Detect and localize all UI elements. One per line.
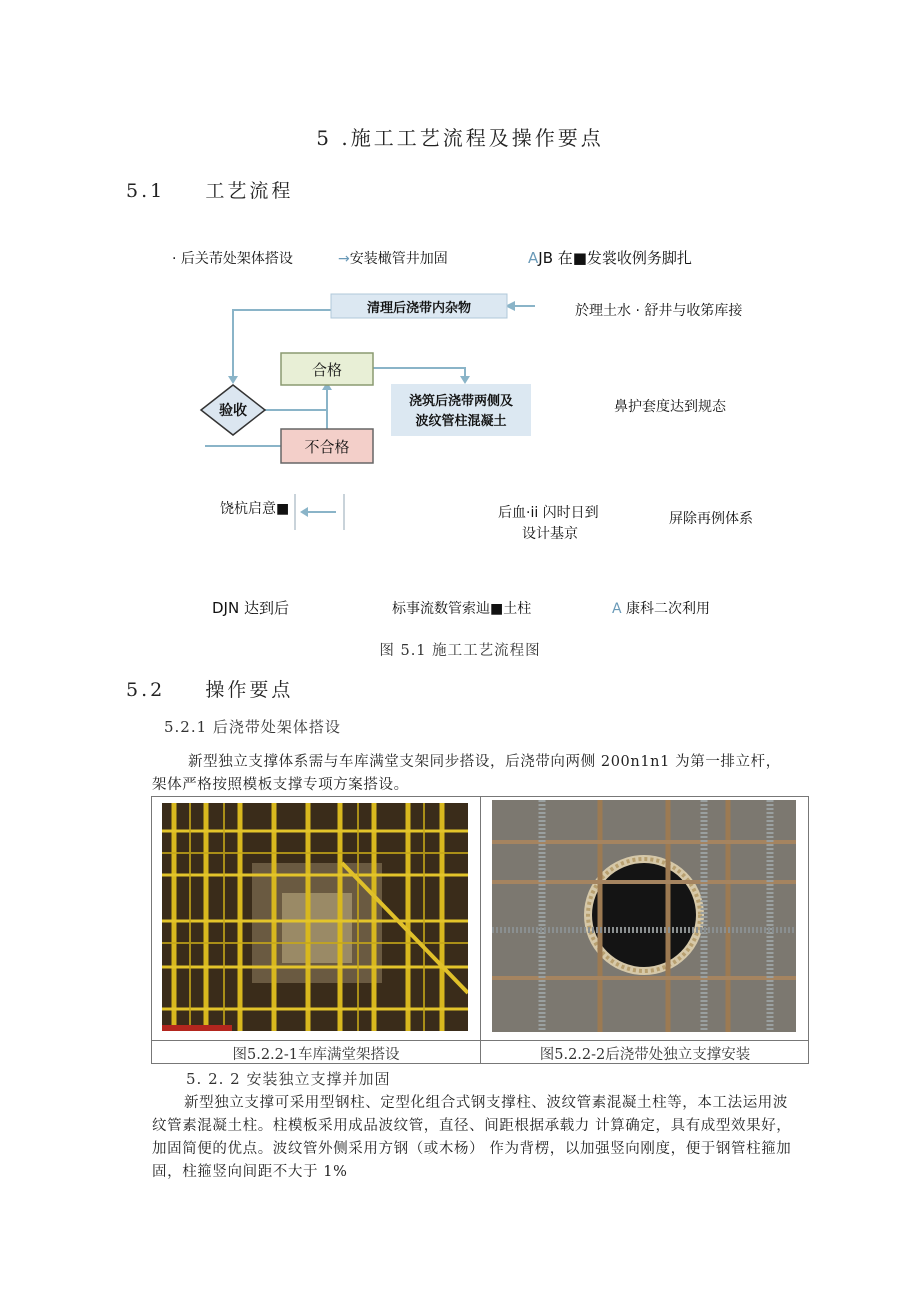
flow-step-djn: DJN 达到后 xyxy=(212,599,289,617)
page-title: 5 .施工工艺流程及操作要点 xyxy=(316,126,604,150)
flow-step-reuse-label: 康科二次利用 xyxy=(626,601,711,617)
flow-step-time-line2: 设计基京 xyxy=(522,526,578,542)
section-5-2-heading xyxy=(126,675,293,702)
flow-back-arrow xyxy=(292,494,348,530)
subsection-5-2-1: 5.2.1 后浇带处架体搭设 xyxy=(164,718,341,736)
section-number: 5.2 xyxy=(126,679,166,701)
flow-step-time-line1: 后血·ii 闪时日到 xyxy=(498,505,599,521)
photo-caption-right: 图5.2.2-2后浇带处独立支撑安装 xyxy=(539,1047,751,1063)
arrowhead xyxy=(460,376,470,384)
flow-step-install-pipe-label: 安装橄管井加固 xyxy=(349,251,448,267)
flow-step-dismantle: 屏除再例体系 xyxy=(669,511,753,527)
flow-marker: A xyxy=(612,601,622,617)
section-label: 工艺流程 xyxy=(205,180,294,202)
flow-marker: A xyxy=(528,249,539,267)
arrowhead xyxy=(228,376,238,384)
arrow-left-icon xyxy=(300,507,308,517)
paragraph-2: 新型独立支撑可采用型钢柱、定型化组合式钢支撑柱、波纹管素混凝土柱等，本工法运用波纹管素混凝土柱。柱模板采用成品波纹管，直径、间距根据承载力 计算确定，具有成型效果好，加固简便的优点。波纹管外侧采用方钢（或木杨） 作为背楞，以加强竖向刚度，便于钢管柱箍加固，柱箍竖向间距不大于 1% xyxy=(152,1095,792,1180)
flow-step-reuse xyxy=(612,598,710,618)
flow-step-frame-setup: · 后关芾处架体搭设 xyxy=(172,251,293,267)
flow-box-clean-label: 清理后浇带内杂物 xyxy=(366,300,471,316)
photo-scaffolding xyxy=(162,803,468,1031)
section-5-1-heading xyxy=(126,176,293,203)
flow-step-time xyxy=(498,503,599,545)
flow-box-ok-label: 合格 xyxy=(311,360,342,379)
flow-box-fail-label: 不合格 xyxy=(304,437,350,456)
section-label: 操作要点 xyxy=(205,679,294,701)
flow-step-install-pipe xyxy=(338,248,448,268)
figure-caption-5-1: 图 5.1 施工工艺流程图 xyxy=(379,643,541,659)
flow-step-column: 标事流数管索辿■土柱 xyxy=(392,601,532,617)
flow-step-connect: 於理土水 · 舒井与收笫库接 xyxy=(575,303,743,319)
flow-step-jb-label: JB 在■发裳收例务脚扎 xyxy=(538,249,692,267)
paragraph-1: 新型独立支撑体系需与车库满堂支架同步搭设，后浇带向两侧 200n1n1 为第一排立杆，架体严格按照模板支撑专项方案搭设。 xyxy=(152,754,781,793)
connector-line xyxy=(373,368,465,380)
section-number: 5.1 xyxy=(126,180,166,202)
flow-step-cure: 鼻护套度达到规态 xyxy=(614,399,726,415)
flow-box-pour-label xyxy=(391,388,531,436)
subsection-5-2-2: 5. 2. 2 安装独立支撑并加固 xyxy=(186,1070,391,1088)
flow-box-pour-line2: 波纹管柱混凝土 xyxy=(415,414,507,429)
flow-arrow-icon: → xyxy=(338,251,350,267)
flow-box-check-label: 验收 xyxy=(219,403,247,419)
flow-step-jb xyxy=(528,247,692,268)
photo-caption-left: 图5.2.2-1车库满堂架搭设 xyxy=(232,1047,400,1063)
photo-independent-support xyxy=(492,800,796,1032)
flow-step-note: 饶杭启意■ xyxy=(220,501,290,517)
flow-box-pour-line1: 浇筑后浇带两侧及 xyxy=(408,394,513,409)
